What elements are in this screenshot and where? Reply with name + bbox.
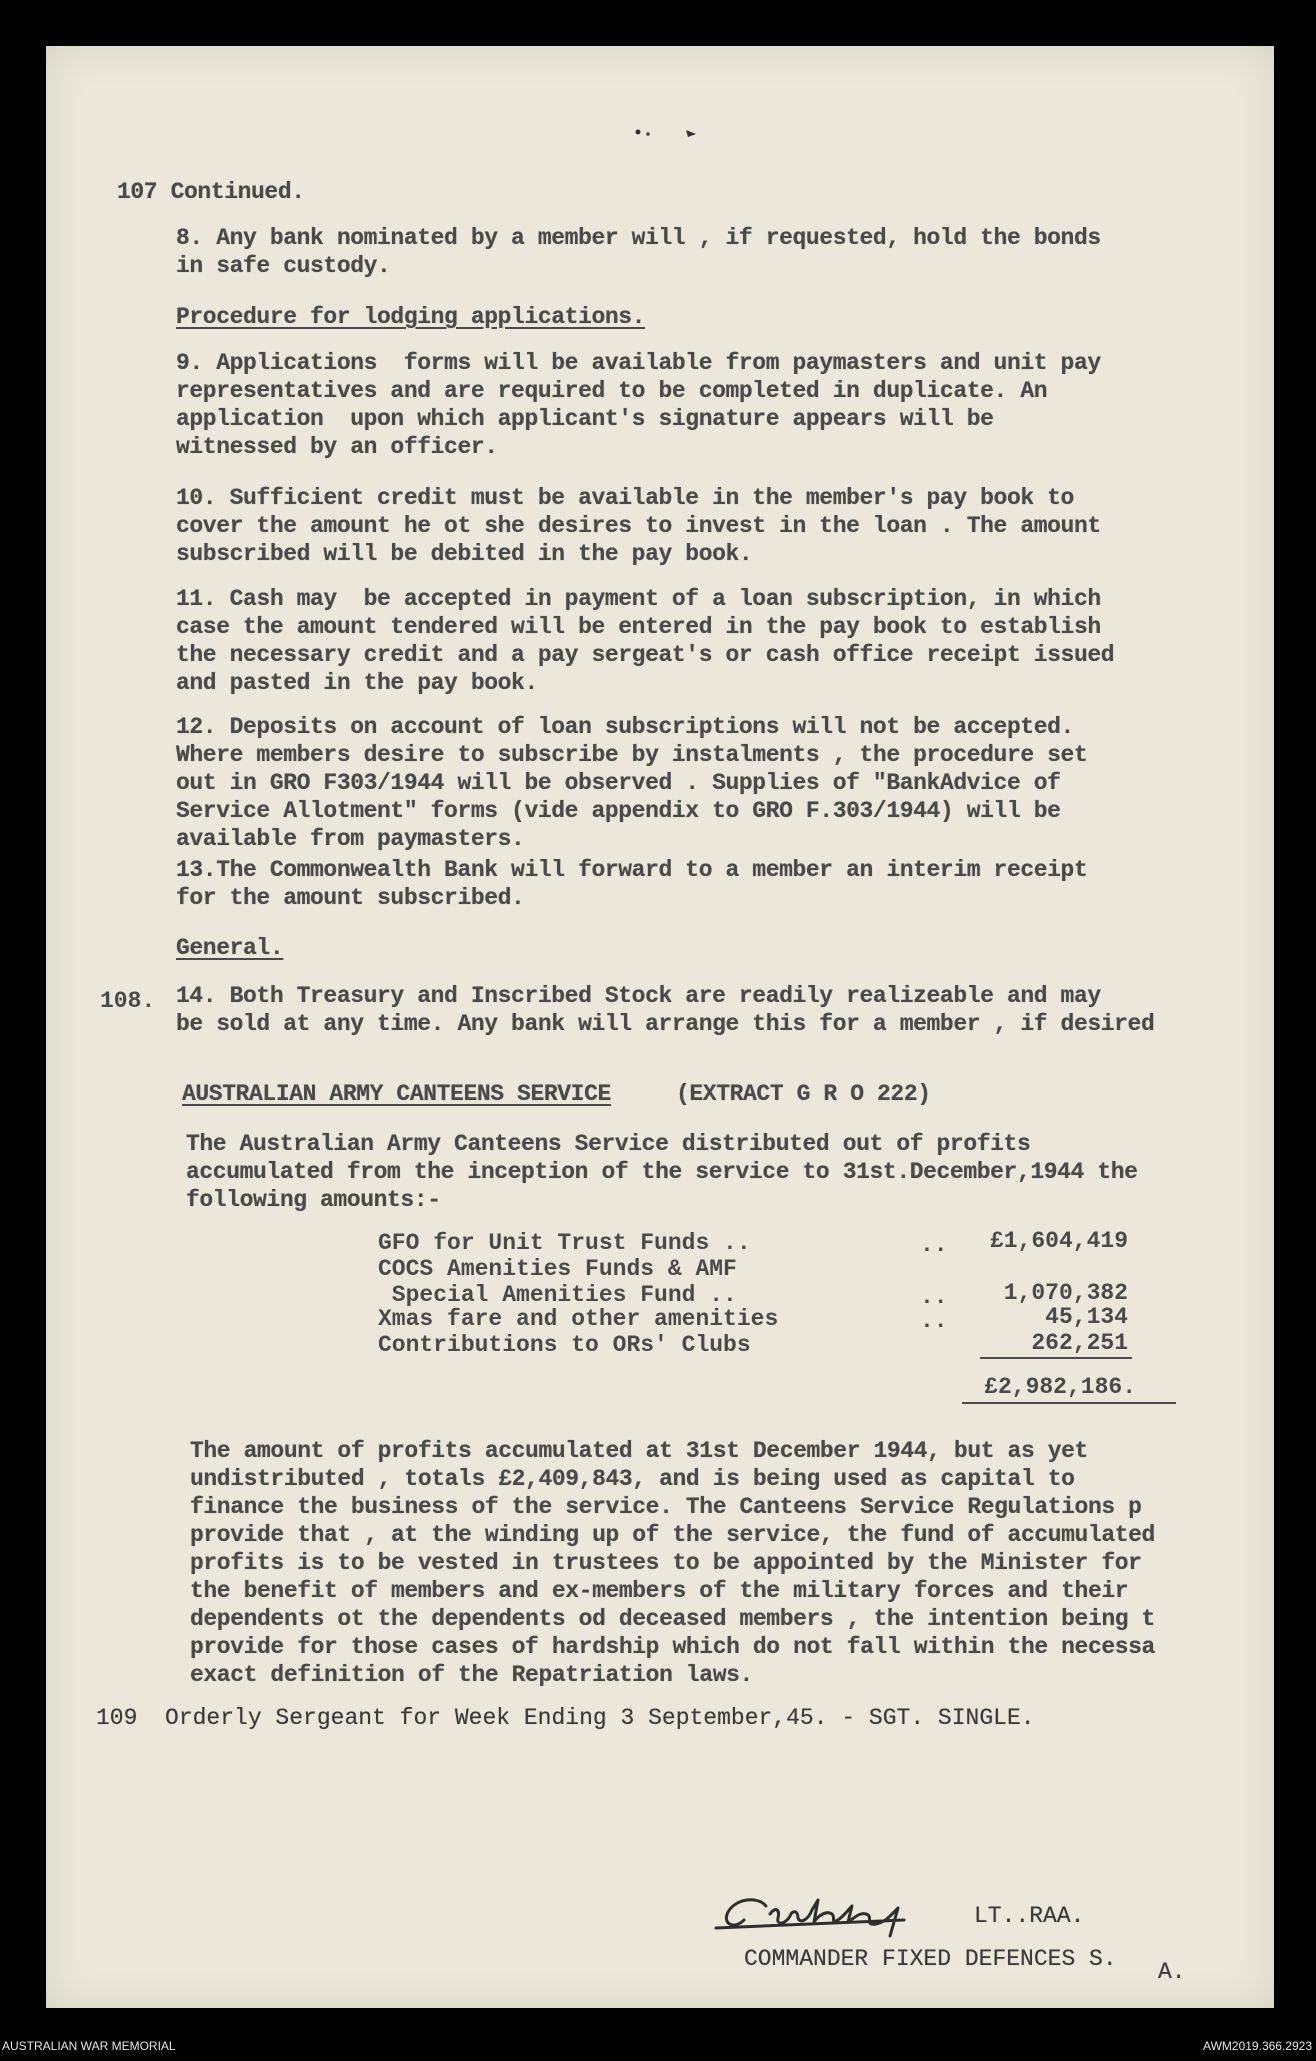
signatory-title-suffix: A. (1158, 1959, 1186, 1985)
amount-label: GFO for Unit Trust Funds .. (378, 1230, 751, 1256)
amount-value: £1,604,419 (989, 1228, 1128, 1254)
text-line: 12. Deposits on account of loan subscriptions will not be accepted. (176, 714, 1074, 740)
text-line: provide for those cases of hardship which do not fall within the necessa (190, 1634, 1155, 1660)
text-line: available from paymasters. (176, 826, 525, 852)
footer-accession-number: AWM2019.366.2923 (1203, 2039, 1312, 2053)
text-line: following amounts:- (186, 1187, 441, 1213)
amount-label: Special Amenities Fund .. (378, 1282, 737, 1308)
text-line: accumulated from the inception of the service to 31st.December,1944 the (186, 1159, 1138, 1185)
amount-label: Xmas fare and other amenities (378, 1306, 779, 1332)
text-line: dependents ot the dependents od deceased members , the intention being t (190, 1606, 1155, 1632)
text-line: The amount of profits accumulated at 31st December 1944, but as yet (190, 1438, 1088, 1464)
text-line: the benefit of members and ex-members of the military forces and their (190, 1578, 1129, 1604)
signatory-title: COMMANDER FIXED DEFENCES S. (744, 1946, 1117, 1972)
item-108-number: 108. (100, 988, 156, 1014)
text-line: 13.The Commonwealth Bank will forward to a member an interim receipt (176, 857, 1088, 883)
amount-label: COCS Amenities Funds & AMF (378, 1256, 737, 1282)
text-line: be sold at any time. Any bank will arrange this for a member , if desired (176, 1011, 1155, 1037)
item-109-line: 109 Orderly Sergeant for Week Ending 3 September,45. - SGT. SINGLE. (96, 1705, 1035, 1731)
item-107-heading: 107 Continued. (117, 179, 305, 205)
heading-general: General. (176, 935, 284, 961)
text-line: representatives and are required to be completed in duplicate. An (176, 378, 1048, 404)
text-line: 8. Any bank nominated by a member will , if requested, hold the bonds (176, 225, 1101, 251)
heading-procedure: Procedure for lodging applications. (176, 304, 646, 330)
text-line: out in GRO F303/1944 will be observed . Supplies of "BankAdvice of (176, 770, 1061, 796)
text-line: and pasted in the pay book. (176, 670, 538, 696)
text-line: exact definition of the Repatriation laws. (190, 1662, 753, 1688)
footer-credit: AUSTRALIAN WAR MEMORIAL (2, 2039, 176, 2053)
amount-leader: .. (920, 1284, 948, 1310)
text-line: profits is to be vested in trustees to be appointed by the Minister for (190, 1550, 1142, 1576)
amount-value: 1,070,382 (1003, 1280, 1128, 1306)
amount-leader: .. (920, 1232, 948, 1258)
text-line: subscribed will be debited in the pay book. (176, 541, 753, 567)
text-line: witnessed by an officer. (176, 434, 498, 460)
subtotal-rule (980, 1357, 1132, 1359)
heading-aacs-reference: (EXTRACT G R O 222) (676, 1081, 931, 1107)
text-line: application upon which applicant's signature appears will be (176, 406, 994, 432)
text-line: Service Allotment" forms (vide appendix to GRO F.303/1944) will be (176, 798, 1061, 824)
heading-aacs: AUSTRALIAN ARMY CANTEENS SERVICE (182, 1081, 611, 1107)
text-line: 9. Applications forms will be available from paymasters and unit pay (176, 350, 1101, 376)
text-line: case the amount tendered will be entered in the pay book to establish (176, 614, 1101, 640)
text-line: in safe custody. (176, 253, 391, 279)
text-line: 14. Both Treasury and Inscribed Stock are readily realizeable and may (176, 983, 1101, 1009)
text-line: Where members desire to subscribe by instalments , the procedure set (176, 742, 1088, 768)
text-line: undistributed , totals £2,409,843, and is being used as capital to (190, 1466, 1075, 1492)
amount-label: Contributions to ORs' Clubs (378, 1332, 751, 1358)
amount-value: 45,134 (1045, 1304, 1128, 1330)
text-line: provide that , at the winding up of the service, the fund of accumulated (190, 1522, 1155, 1548)
text-line: The Australian Army Canteens Service distributed out of profits (186, 1131, 1031, 1157)
amount-leader: .. (920, 1308, 948, 1334)
text-line: 11. Cash may be accepted in payment of a loan subscription, in which (176, 586, 1101, 612)
amount-value: 262,251 (1031, 1330, 1128, 1356)
ink-mark (634, 124, 708, 140)
handwritten-signature (714, 1880, 944, 1940)
text-line: cover the amount he ot she desires to invest in the loan . The amount (176, 513, 1101, 539)
amount-total: £2,982,186. (984, 1374, 1136, 1400)
text-line: finance the business of the service. The Canteens Service Regulations p (190, 1494, 1142, 1520)
total-rule (962, 1402, 1176, 1404)
signatory-rank: LT..RAA. (974, 1903, 1085, 1929)
text-line: for the amount subscribed. (176, 885, 525, 911)
text-line: the necessary credit and a pay sergeat's or cash office receipt issued (176, 642, 1115, 668)
text-line: 10. Sufficient credit must be available in the member's pay book to (176, 485, 1074, 511)
